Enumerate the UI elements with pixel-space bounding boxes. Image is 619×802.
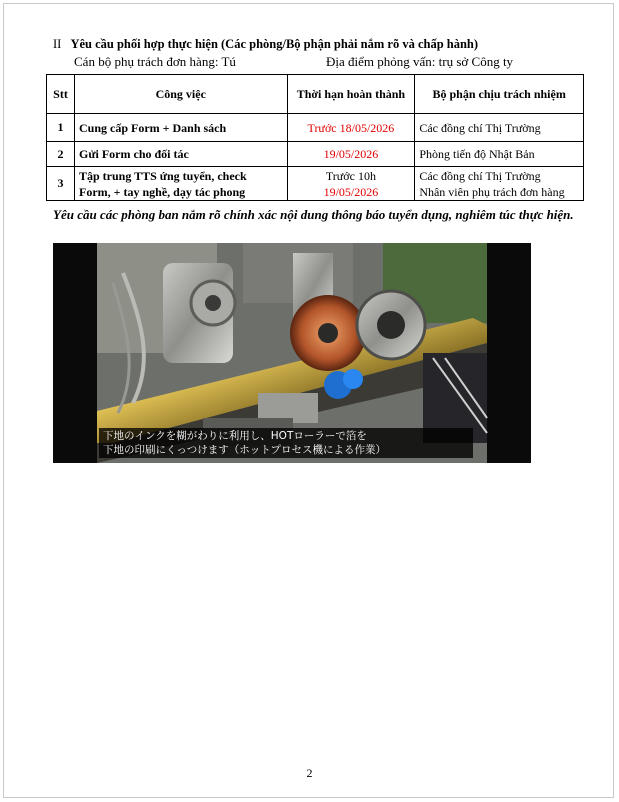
order-officer: Cán bộ phụ trách đơn hàng: Tú [74,54,236,69]
task-table [46,74,584,201]
table-row [47,142,584,167]
instruction-note: Yêu cầu các phòng ban nắm rõ chính xác nội dung thông báo tuyển dụng, nghiêm túc thực hiện. [53,207,574,222]
video-subtitle [99,428,473,458]
row-dept-line2: Nhân viên phụ trách đơn hàng [419,184,565,199]
row-dept: Các đồng chí Thị Trường [415,114,584,142]
row-task [74,167,287,201]
header-dept: Bộ phận chịu trách nhiệm [415,75,584,114]
row-stt: 3 [47,167,75,201]
row-task-line2: Form, + tay nghề, dạy tác phong [78,184,246,199]
row-stt: 1 [47,114,75,142]
row-deadline-line2: 19/05/2026 [323,184,379,199]
subtitle-line2: 下地の印刷にくっつけます（ホットプロセス機による作業） [103,444,386,456]
machine-photo [53,243,531,463]
row-deadline: Trước 18/05/2026 [287,114,415,142]
row-task-line1: Tập trung TTS ứng tuyển, check [78,168,247,183]
row-task: Gửi Form cho đối tác [74,142,287,167]
interview-location: Địa điểm phỏng vấn: trụ sở Công ty [326,54,514,69]
table-row [47,114,584,142]
subtitle-line1: 下地のインクを糊がわりに利用し、HOTローラーで箔を [103,430,367,442]
row-deadline: 19/05/2026 [287,142,415,167]
row-dept-line1: Các đồng chí Thị Trường [419,168,541,183]
section-title: Yêu cầu phối hợp thực hiện (Các phòng/Bộ phận phải nắm rõ và chấp hành) [70,37,479,51]
row-deadline-line1: Trước 10h [325,168,376,183]
page-number: 2 [306,766,313,780]
section-number: II [53,37,62,51]
row-dept [415,167,584,201]
table-header-row [47,75,584,114]
row-dept: Phòng tiến độ Nhật Bản [415,142,584,167]
row-deadline [287,167,415,201]
header-task: Công việc [74,75,287,114]
section-heading [53,37,478,52]
row-stt: 2 [47,142,75,167]
header-deadline: Thời hạn hoàn thành [287,75,415,114]
table-row [47,167,584,201]
row-task: Cung cấp Form + Danh sách [74,114,287,142]
header-stt: Stt [47,75,75,114]
